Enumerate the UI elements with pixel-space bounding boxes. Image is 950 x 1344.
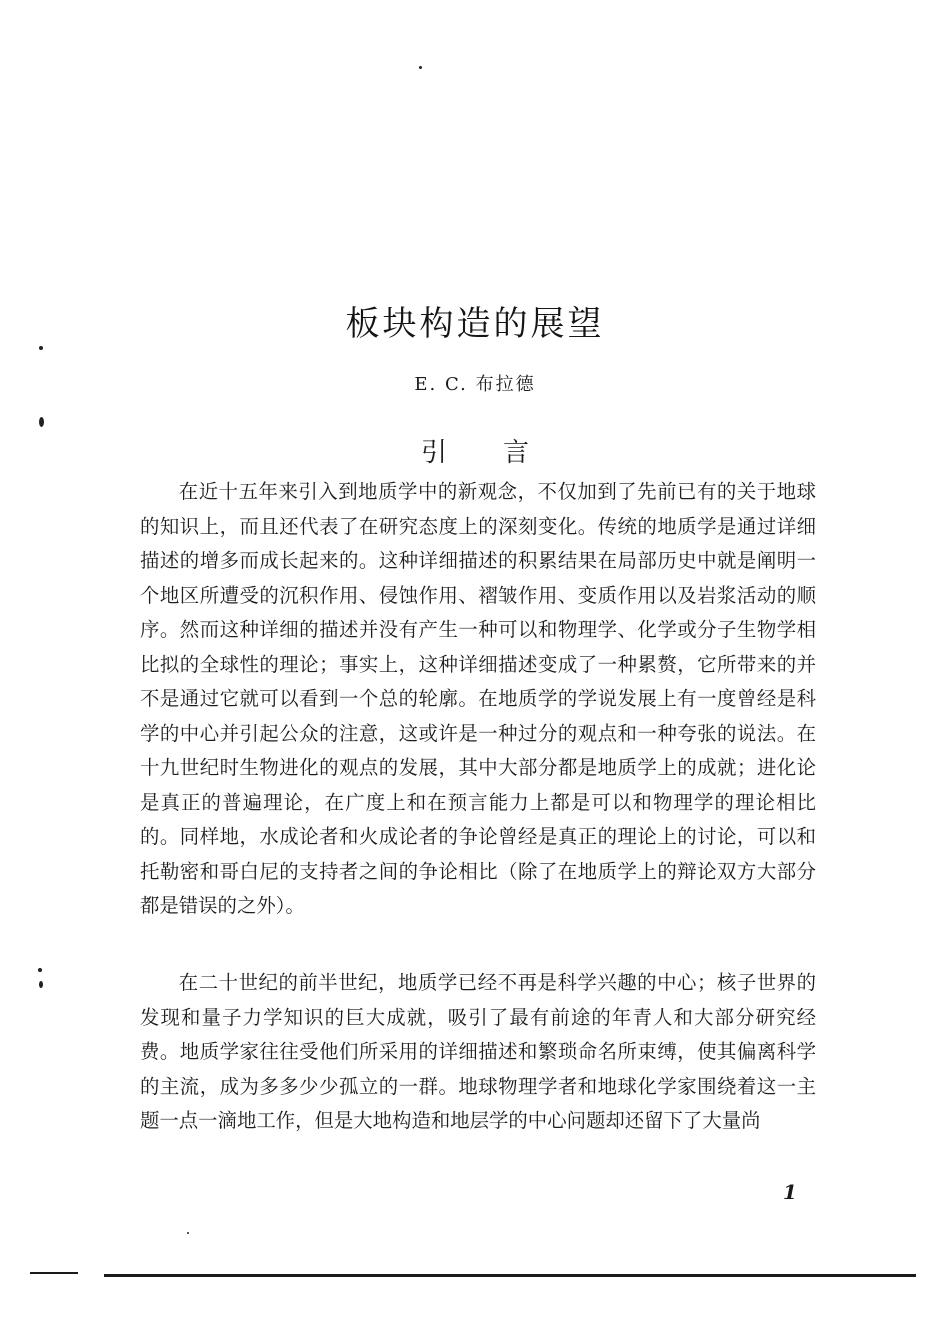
footer-rule-short — [30, 1272, 78, 1274]
scan-speck — [39, 981, 43, 988]
paragraph: 在近十五年来引入到地质学中的新观念，不仅加到了先前已有的关于地球的知识上，而且还代表了在研究态度上的深刻变化。传统的地质学是通过详细描述的增多而成长起来的。这种详细描述的积累结果在局部历史中就是阐明一个地区所遭受的沉积作用、侵蚀作用、褶皱作用、变质作用以及岩浆活动的顺序。然而这种详细的描述并没有产生一种可以和物理学、化学或分子生物学相比拟的全球性的理论；事实上，这种详细描述变成了一种累赘，它所带来的并不是通过它就可以看到一个总的轮廓。在地质学的学说发展上有一度曾经是科学的中心并引起公众的注意，这或许是一种过分的观点和一种夸张的说法。在十九世纪时生物进化的观点的发展，其中大部分都是地质学上的成就；进化论是真正的普遍理论，在广度上和在预言能力上都是可以和物理学的理论相比的。同样地，水成论者和火成论者的争论曾经是真正的理论上的讨论，可以和托勒密和哥白尼的支持者之间的争论相比（除了在地质学上的辩论双方大部分都是错误的之外）。 — [140, 480, 816, 917]
section-heading: 引言 — [420, 438, 585, 468]
paragraph-2-block — [140, 966, 816, 1139]
article-title: 板块构造的展望 — [345, 304, 605, 344]
footer-rule — [104, 1274, 916, 1277]
scan-speck — [187, 1232, 189, 1234]
scan-speck — [39, 417, 44, 427]
scan-speck — [38, 968, 42, 972]
author-name: E. C. 布拉德 — [414, 374, 536, 395]
scan-speck — [39, 346, 43, 350]
paragraph: 在二十世纪的前半世纪，地质学已经不再是科学兴趣的中心；核子世界的发现和量子力学知识的巨大成就，吸引了最有前途的年青人和大部分研究经费。地质学家往往受他们所采用的详细描述和繁琐命名所束缚，使其偏离科学的主流，成为多多少少孤立的一群。地球物理学者和地球化学家围绕着这一主题一点一滴地工作，但是大地构造和地层学的中心问题却还留下了大量尚 — [140, 971, 816, 1132]
page-number: 1 — [783, 1180, 797, 1204]
paragraph-1-block — [140, 475, 816, 924]
scan-speck — [419, 66, 422, 69]
